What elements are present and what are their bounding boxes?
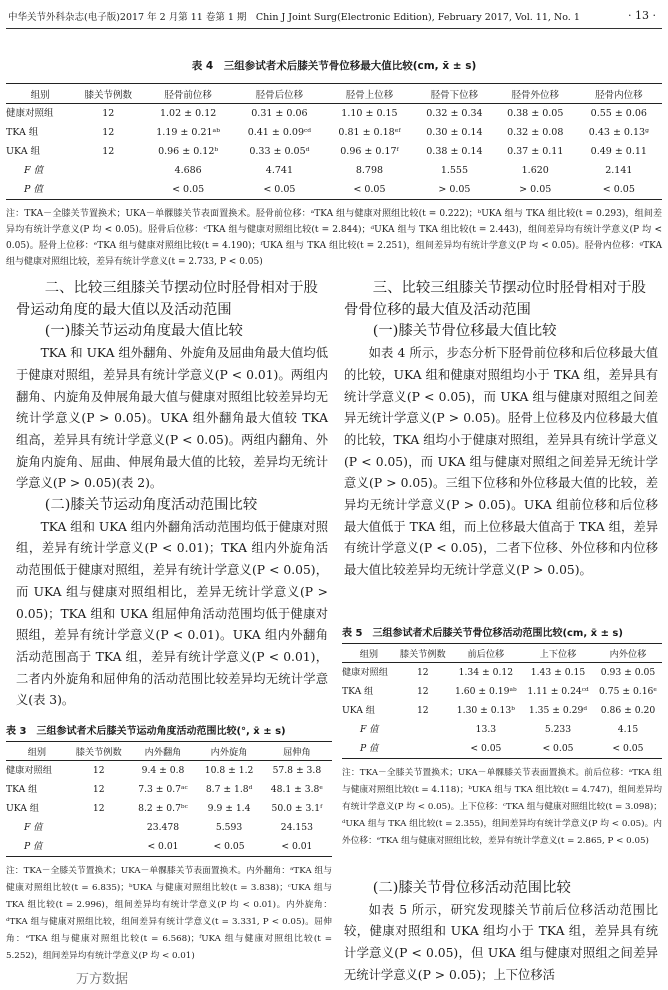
table-cell: TKA 组 bbox=[6, 127, 39, 138]
table-cell: 0.32 ± 0.34 bbox=[426, 108, 483, 119]
table-4-note: 注：TKA－全膝关节置换术；UKA－单髁膝关节表面置换术。胫骨前位移：ᵃTKA 组与健康对照组比较(t = 0.222)；ᵇUKA 组与 TKA 组比较(t = 0.293)，组间差异均有统计学意义(P 均 < 0.05)。胫骨后位移：ᶜTKA 组与健康对照组比较(t = 2.844)；ᵈUKA 组与 TKA 组比较(t = 2.443)，组间差异均有统计学意义(P 均 < 0.05)。胫骨上位移：ᵉTKA 组与健康对照组比较(t = 4.190)；ᶠUKA 组与 TKA 组比较(t = 2.251)，组间差异均有统计学意义(P 均 < 0.05)。胫骨内位移：ᵍTKA 组与健康对照组比较，差异有统计学意义(t = 2.733, P < 0.05) bbox=[6, 209, 662, 267]
table-5 bbox=[342, 643, 662, 759]
column-header: 屈伸角 bbox=[283, 747, 311, 758]
column-header: 膝关节例数 bbox=[84, 89, 133, 101]
table-cell: 12 bbox=[102, 146, 115, 157]
table-cell: > 0.05 bbox=[438, 184, 471, 195]
table-cell: < 0.05 bbox=[542, 743, 574, 754]
table-cell: 12 bbox=[92, 784, 105, 795]
table-cell: 8.7 ± 1.8ᵈ bbox=[205, 784, 253, 795]
table-cell: 0.38 ± 0.14 bbox=[426, 146, 483, 157]
table-cell: 12 bbox=[92, 765, 105, 776]
table-cell: 7.3 ± 0.7ᵃᶜ bbox=[138, 784, 188, 795]
table-cell: 9.9 ± 1.4 bbox=[207, 803, 251, 814]
column-header: 胫骨上位移 bbox=[345, 89, 394, 101]
table-cell: 12 bbox=[416, 686, 429, 697]
section-heading-3: 三、比较三组膝关节摆动位时胫骨相对于股骨骨位移的最大值及活动范围 bbox=[344, 280, 646, 318]
table-cell bbox=[74, 180, 142, 200]
table-cell: < 0.05 bbox=[213, 841, 245, 852]
table-cell: 0.43 ± 0.13ᵍ bbox=[588, 127, 649, 138]
table-cell: 健康对照组 bbox=[342, 667, 388, 678]
left-column bbox=[16, 278, 328, 712]
table-cell: 1.30 ± 0.13ᵇ bbox=[456, 705, 515, 716]
table-cell bbox=[68, 818, 130, 837]
table-row bbox=[6, 104, 662, 124]
paragraph-disp-max: 如表 4 所示，步态分析下胫骨前位移和后位移最大值的比较，UKA 组和健康对照组均小于 TKA 组，差异具有统计学意义(P < 0.05)，而 UKA 组与健康对照组之间差异无统计学意义(P > 0.05)。胫骨上位移及内位移最大值的比较，TKA 组均小于健康对照组，差异具有统计学意义(P < 0.05)，而 UKA 组与健康对照组之间差异无统计学意义(P > 0.05)。三组下位移和外位移最大值的比较，差异均无统计学意义(P > 0.05)。UKA 组前位移和后位移最大值低于 TKA 组，而上位移最大值高于 TKA 组，差异有统计学意义(P < 0.05)，二者下位移、外位移和内位移最大值比较差异均无统计学意义(P > 0.05)。 bbox=[344, 346, 658, 578]
table-row bbox=[6, 761, 332, 781]
table-cell: 1.60 ± 0.19ᵃᵇ bbox=[455, 686, 517, 697]
table-3-caption: 表 3 三组参试者术后膝关节运动角度活动范围比较(°, x̄ ± s) bbox=[6, 726, 286, 737]
table-cell: 0.75 ± 0.16ᵉ bbox=[598, 686, 657, 697]
column-header: 组别 bbox=[27, 747, 47, 758]
column-header: 组别 bbox=[30, 89, 50, 101]
table-3-block bbox=[6, 722, 332, 965]
watermark-logo: 万方数据 bbox=[76, 972, 129, 987]
paragraph-angle-range: TKA 组和 UKA 组内外翻角活动范围均低于健康对照组，差异有统计学意义(P < 0.01)；TKA 组内外旋角活动范围低于健康对照组，差异有统计学意义(P < 0.05)，而 UKA 组与健康对照组相比，差异无统计学意义(P > 0.05)；TKA 组和 UKA 组屈伸角活动范围均低于健康对照组，差异有统计学意义(P < 0.01)。UKA 组内外翻角活动范围高于 TKA 组，差异有统计学意义(P < 0.01)，二者内外旋角和屈伸角的活动范围比较差异均无统计学意义(表 3)。 bbox=[16, 519, 328, 708]
stats-row bbox=[342, 720, 662, 739]
table-cell: 2.141 bbox=[605, 165, 633, 176]
table-cell: 0.81 ± 0.18ᵉᶠ bbox=[338, 127, 401, 138]
table-cell: 健康对照组 bbox=[6, 765, 52, 776]
table-cell: 0.96 ± 0.17ᶠ bbox=[340, 146, 399, 157]
right-column-continued bbox=[344, 878, 658, 987]
table-cell: 1.555 bbox=[440, 165, 469, 176]
stats-row bbox=[6, 818, 332, 837]
table-row bbox=[342, 663, 662, 683]
subsection-heading-angle-range: (二)膝关节运动角度活动范围比较 bbox=[44, 497, 258, 514]
table-cell: 0.38 ± 0.05 bbox=[507, 108, 564, 119]
table-cell: 4.741 bbox=[265, 165, 293, 176]
table-cell: < 0.05 bbox=[172, 184, 205, 195]
table-cell: P 值 bbox=[360, 743, 379, 754]
table-cell: 10.8 ± 1.2 bbox=[204, 765, 254, 776]
table-cell: 12 bbox=[102, 127, 115, 138]
table-row bbox=[342, 682, 662, 701]
table-5-block bbox=[342, 624, 662, 850]
table-cell: < 0.01 bbox=[281, 841, 313, 852]
table-cell: 0.86 ± 0.20 bbox=[600, 705, 656, 716]
table-cell: 5.233 bbox=[544, 724, 572, 735]
subsection-heading-angle-max: (一)膝关节运动角度最大值比较 bbox=[44, 323, 243, 340]
table-cell: 0.55 ± 0.06 bbox=[590, 108, 647, 119]
column-header: 内外位移 bbox=[609, 649, 647, 660]
section-heading-2: 二、比较三组膝关节摆动位时胫骨相对于股骨运动角度的最大值以及活动范围 bbox=[16, 280, 318, 318]
table-cell: 12 bbox=[416, 667, 429, 678]
stats-row bbox=[6, 837, 332, 857]
table-cell: 1.34 ± 0.12 bbox=[458, 667, 514, 678]
table-cell: 48.1 ± 3.8ᵉ bbox=[270, 784, 323, 795]
running-header bbox=[6, 6, 662, 29]
table-cell: UKA 组 bbox=[342, 705, 375, 716]
table-3-note: 注：TKA－全膝关节置换术；UKA－单髁膝关节表面置换术。内外翻角：ᵃTKA 组与健康对照组比较(t = 6.835)；ᵇUKA 与健康对照组比较(t = 3.838)；ᶜUKA 组与 TKA 组比较(t = 2.996)，组间差异均有统计学意义(P 均 < 0.01)。内外旋角：ᵈTKA 组与健康对照组比较，组间差异有统计学意义(t = 3.331, P < 0.05)。屈伸角：ᵉTKA 组与健康对照组比较(t = 6.568)；ᶠUKA 组与健康对照组比较(t = 5.252)，组间差异均有统计学意义(P 均 < 0.01) bbox=[6, 866, 332, 961]
column-header: 内外旋角 bbox=[210, 747, 248, 758]
table-cell: 0.30 ± 0.14 bbox=[426, 127, 483, 138]
table-cell: 0.33 ± 0.05ᵈ bbox=[249, 146, 310, 157]
table-cell: TKA 组 bbox=[342, 686, 374, 697]
table-cell: 1.19 ± 0.21ᵃᵇ bbox=[156, 127, 221, 138]
table-cell bbox=[396, 739, 450, 759]
table-cell: 0.32 ± 0.08 bbox=[507, 127, 564, 138]
table-cell: 1.11 ± 0.24ᶜᵈ bbox=[527, 686, 589, 697]
table-cell: 1.10 ± 0.15 bbox=[341, 108, 398, 119]
table-cell: 0.41 ± 0.09ᶜᵈ bbox=[247, 127, 312, 138]
table-cell: P 值 bbox=[24, 841, 43, 852]
table-row bbox=[6, 142, 662, 161]
table-cell: TKA 组 bbox=[6, 784, 38, 795]
table-cell: F 值 bbox=[24, 822, 43, 833]
table-row bbox=[6, 799, 332, 818]
table-cell: < 0.05 bbox=[470, 743, 502, 754]
table-cell: < 0.05 bbox=[602, 184, 635, 195]
table-cell: 12 bbox=[416, 705, 429, 716]
table-cell: 12 bbox=[92, 803, 105, 814]
table-cell: F 值 bbox=[360, 724, 379, 735]
column-header: 胫骨内位移 bbox=[595, 89, 643, 101]
subsection-heading-disp-max: (一)膝关节骨位移最大值比较 bbox=[372, 323, 557, 340]
table-5-caption: 表 5 三组参试者术后膝关节骨位移活动范围比较(cm, x̄ ± s) bbox=[342, 628, 623, 639]
table-cell: < 0.05 bbox=[353, 184, 386, 195]
table-cell bbox=[396, 720, 450, 739]
table-cell: UKA 组 bbox=[6, 146, 41, 157]
table-4-block bbox=[6, 58, 662, 270]
table-cell: 健康对照组 bbox=[6, 108, 54, 119]
table-cell: 0.37 ± 0.11 bbox=[507, 146, 564, 157]
table-cell: 24.153 bbox=[280, 822, 313, 833]
table-row bbox=[6, 123, 662, 142]
stats-row bbox=[342, 739, 662, 759]
column-header: 上下位移 bbox=[539, 649, 577, 660]
stats-row bbox=[6, 161, 662, 180]
column-header: 前后位移 bbox=[467, 649, 505, 660]
column-header: 胫骨后位移 bbox=[255, 89, 304, 101]
stats-row bbox=[6, 180, 662, 200]
table-5-note: 注：TKA－全膝关节置换术；UKA－单髁膝关节表面置换术。前后位移：ᵃTKA 组与健康对照组比较(t = 4.118)；ᵇUKA 组与 TKA 组比较(t = 4.747)，组间差异均有统计学意义(P 均 < 0.05)。上下位移：ᶜTKA 组与健康对照组比较(t = 3.098)；ᵈUKA 组与 TKA 组比较(t = 2.355)，组间差异均有统计学意义(P 均 < 0.05)。内外位移：ᵉTKA 组与健康对照组比较，差异有统计学意义(t = 2.865, P < 0.05) bbox=[342, 768, 662, 846]
table-cell: F 值 bbox=[24, 165, 44, 176]
table-cell: 0.31 ± 0.06 bbox=[251, 108, 308, 119]
column-header: 膝关节例数 bbox=[399, 649, 446, 660]
table-cell: 1.43 ± 0.15 bbox=[530, 667, 586, 678]
paragraph-disp-range: 如表 5 所示，研究发现膝关节前后位移活动范围比较，健康对照组和 UKA 组均小于 TKA 组，差异具有统计学意义(P < 0.05)，但 UKA 组与健康对照组之间差异无统计学意义(P > 0.05)；上下位移活 bbox=[344, 902, 658, 982]
table-cell: 1.35 ± 0.29ᵈ bbox=[528, 705, 588, 716]
table-4 bbox=[6, 83, 662, 200]
table-cell: < 0.01 bbox=[147, 841, 179, 852]
column-header: 胫骨下位移 bbox=[430, 89, 479, 101]
right-column bbox=[344, 278, 658, 582]
table-cell: < 0.05 bbox=[263, 184, 296, 195]
table-cell: 13.3 bbox=[475, 724, 497, 735]
table-cell: UKA 组 bbox=[6, 803, 39, 814]
subsection-heading-disp-range: (二)膝关节骨位移活动范围比较 bbox=[372, 880, 571, 896]
table-cell: 23.478 bbox=[146, 822, 180, 833]
table-cell: 0.96 ± 0.12ᵇ bbox=[158, 146, 219, 157]
table-cell: 50.0 ± 3.1ᶠ bbox=[271, 803, 323, 814]
column-header: 胫骨外位移 bbox=[511, 89, 559, 101]
table-cell: 1.620 bbox=[521, 165, 549, 176]
paragraph-angle-max: TKA 和 UKA 组外翻角、外旋角及屈曲角最大值均低于健康对照组，差异具有统计学意义(P < 0.01)。两组内翻角、内旋角及伸展角最大值与健康对照组比较差异均无统计学意义(P > 0.05)。UKA 组外翻角最大值较 TKA 组高，差异具有统计学意义(P < 0.05)。两组内翻角、外旋角内旋角、屈曲、伸展角最大值的比较，差异均无统计学意义(P > 0.05)(表 2)。 bbox=[16, 346, 328, 491]
table-cell: < 0.05 bbox=[612, 743, 644, 754]
column-header: 组别 bbox=[359, 649, 379, 660]
table-cell: 5.593 bbox=[215, 822, 243, 833]
table-4-caption: 表 4 三组参试者术后膝关节骨位移最大值比较(cm, x̄ ± s) bbox=[191, 60, 477, 72]
table-cell bbox=[74, 161, 142, 180]
table-row bbox=[342, 701, 662, 720]
page-number: · 13 · bbox=[628, 9, 656, 22]
table-row bbox=[6, 780, 332, 799]
table-cell: P 值 bbox=[24, 184, 43, 195]
table-cell: 4.15 bbox=[617, 724, 639, 735]
column-header: 胫骨前位移 bbox=[164, 89, 212, 101]
journal-citation: 中华关节外科杂志(电子版)2017 年 2 月第 11 卷第 1 期 Chin J Joint Surg(Electronic Edition), February 2017, Vol. 11, No. 1 bbox=[8, 12, 580, 23]
column-header: 膝关节例数 bbox=[75, 747, 122, 758]
column-header: 内外翻角 bbox=[144, 747, 182, 758]
table-cell: 0.49 ± 0.11 bbox=[590, 146, 647, 157]
table-cell bbox=[68, 837, 130, 857]
table-3 bbox=[6, 741, 332, 857]
table-cell: 4.686 bbox=[174, 165, 202, 176]
table-cell: 57.8 ± 3.8 bbox=[272, 765, 322, 776]
table-cell: 8.2 ± 0.7ᵇᶜ bbox=[138, 803, 188, 814]
table-cell: 9.4 ± 0.8 bbox=[141, 765, 185, 776]
table-cell: 8.798 bbox=[355, 165, 384, 176]
table-cell: 0.93 ± 0.05 bbox=[600, 667, 656, 678]
table-cell: > 0.05 bbox=[519, 184, 552, 195]
table-cell: 1.02 ± 0.12 bbox=[159, 108, 217, 119]
table-cell: 12 bbox=[102, 108, 115, 119]
